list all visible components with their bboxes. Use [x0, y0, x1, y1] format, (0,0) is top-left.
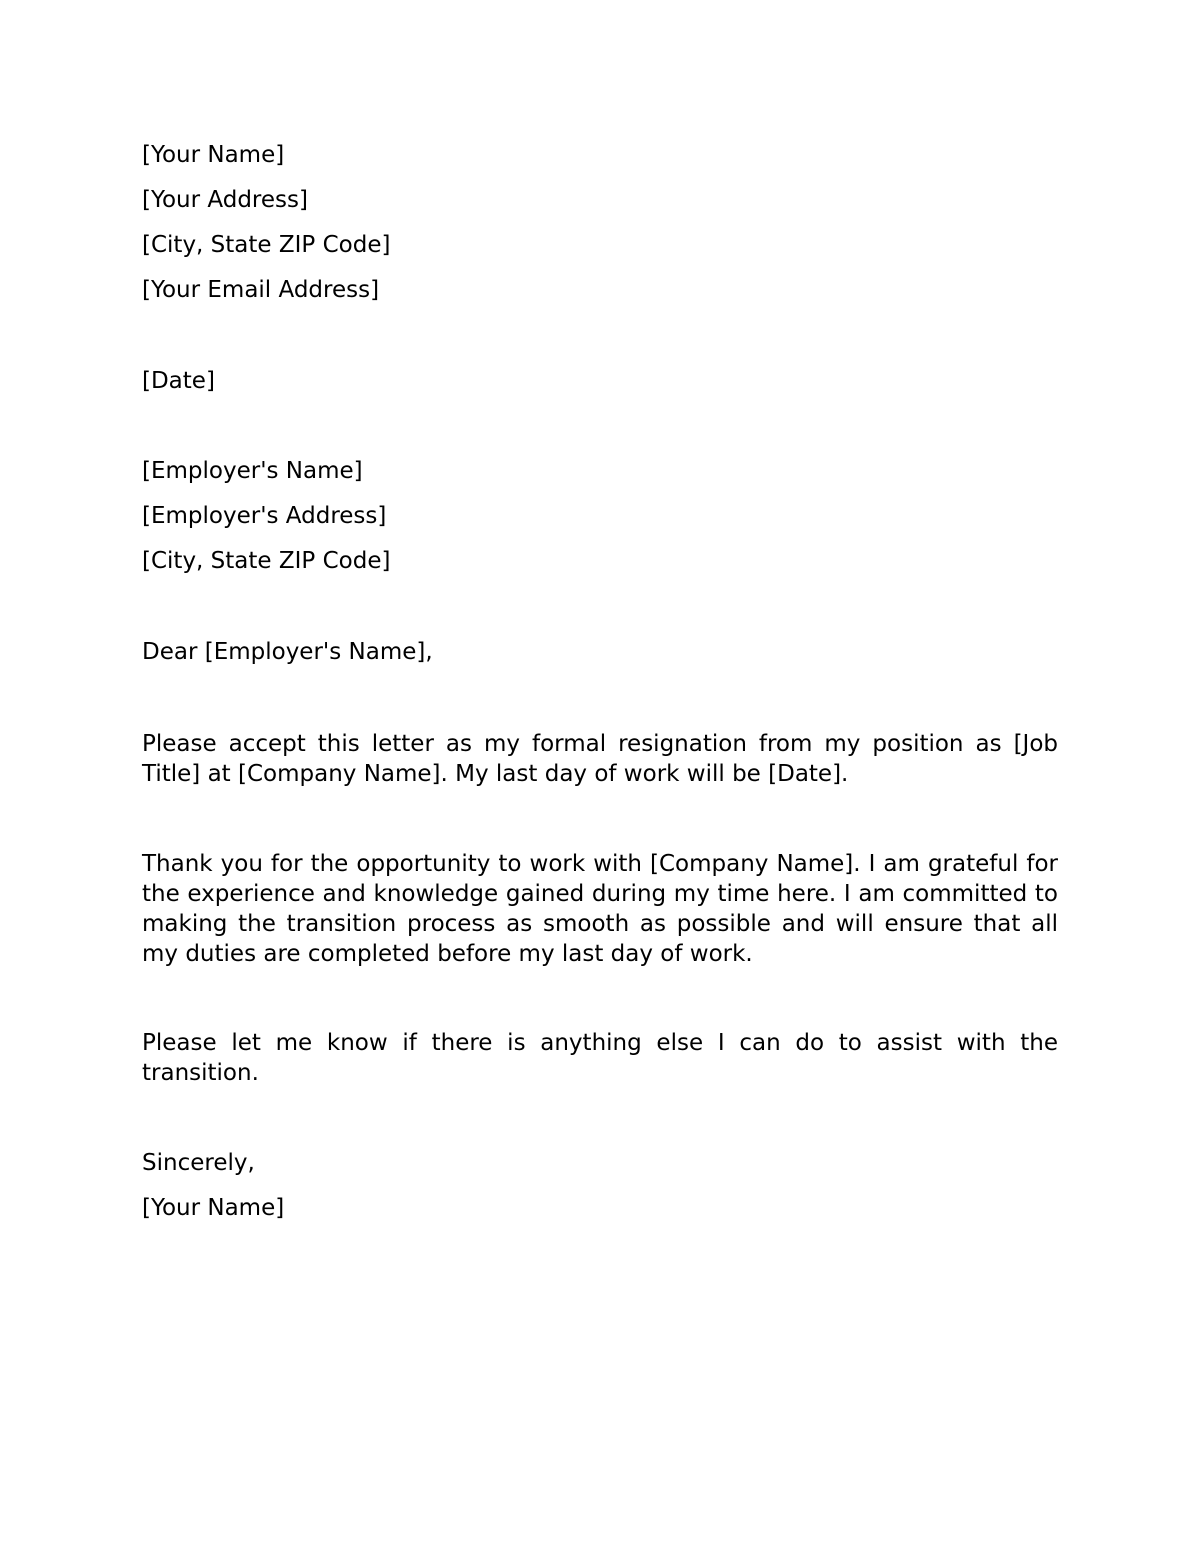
salutation: Dear [Employer's Name],: [142, 639, 433, 665]
closing: Sincerely,: [142, 1150, 255, 1176]
recipient-city-state-zip: [City, State ZIP Code]: [142, 548, 391, 574]
signature-name: [Your Name]: [142, 1195, 285, 1221]
closing-block: [142, 1148, 1058, 1238]
sender-name: [Your Name]: [142, 142, 285, 168]
salutation-block: [142, 637, 1058, 682]
date-block: [142, 366, 1058, 411]
body-paragraph-2: Thank you for the opportunity to work with [Company Name]. I am grateful for the experience and knowledge gained during my time here. I am committed to making the transition process as smooth as possible and will ensure that all my duties are completed before my last day of work.: [142, 851, 1058, 967]
recipient-address: [Employer's Address]: [142, 503, 387, 529]
sender-block: [142, 140, 1058, 320]
body-paragraph-1: Please accept this letter as my formal resignation from my position as [Job Title] at [Company Name]. My last day of work will be [Date].: [142, 731, 1058, 787]
recipient-name: [Employer's Name]: [142, 458, 363, 484]
sender-city-state-zip: [City, State ZIP Code]: [142, 232, 391, 258]
letter-date: [Date]: [142, 368, 215, 394]
sender-address: [Your Address]: [142, 187, 308, 213]
sender-email: [Your Email Address]: [142, 277, 380, 303]
recipient-block: [142, 456, 1058, 591]
body-paragraph-3: Please let me know if there is anything else I can do to assist with the transition.: [142, 1030, 1058, 1086]
